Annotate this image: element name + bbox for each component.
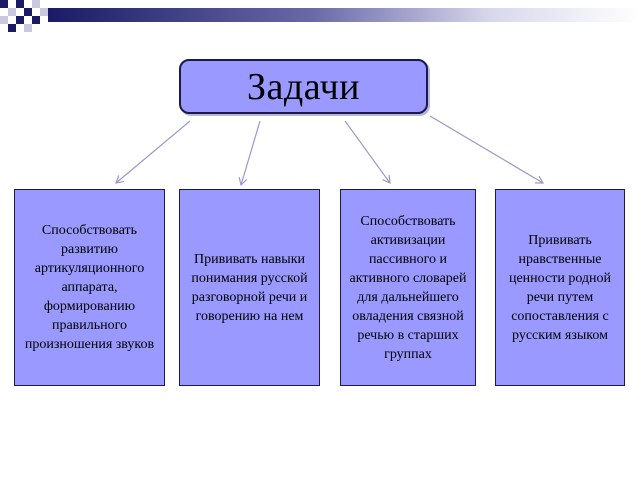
header-square xyxy=(16,0,24,8)
task-box-3 xyxy=(340,189,476,386)
header-square xyxy=(24,24,32,32)
header-square xyxy=(8,24,16,32)
arrow-to-task-4 xyxy=(430,116,543,183)
title-text: Задачи xyxy=(246,65,361,108)
task-text-3: Способствовать активизации пассивного и активного словарей для дальнейшего овладения связной речью в старших группах xyxy=(349,213,467,362)
header-square xyxy=(32,16,40,24)
task-box-4 xyxy=(495,189,625,386)
header-square xyxy=(40,8,48,16)
header-square xyxy=(16,16,24,24)
header-square xyxy=(32,0,40,8)
arrow-to-task-2 xyxy=(241,121,260,185)
task-box-1 xyxy=(14,189,165,386)
header-decoration xyxy=(0,0,640,40)
header-square xyxy=(8,8,16,16)
task-box-2 xyxy=(179,189,320,386)
task-text-2: Прививать навыки понимания русской разговорной речи и говорению на нем xyxy=(191,251,308,324)
title-box xyxy=(179,59,428,114)
task-text-1: Способствовать развитию артикуляционного аппарата, формированию правильного произношения звуков xyxy=(24,223,155,352)
header-square xyxy=(0,16,8,24)
task-text-4: Прививать нравственные ценности родной речи путем сопоставления с русским языком xyxy=(508,232,612,343)
header-square xyxy=(0,0,8,8)
header-band xyxy=(48,8,640,22)
arrow-to-task-1 xyxy=(116,121,190,183)
arrow-to-task-3 xyxy=(345,121,390,183)
header-square xyxy=(24,8,32,16)
